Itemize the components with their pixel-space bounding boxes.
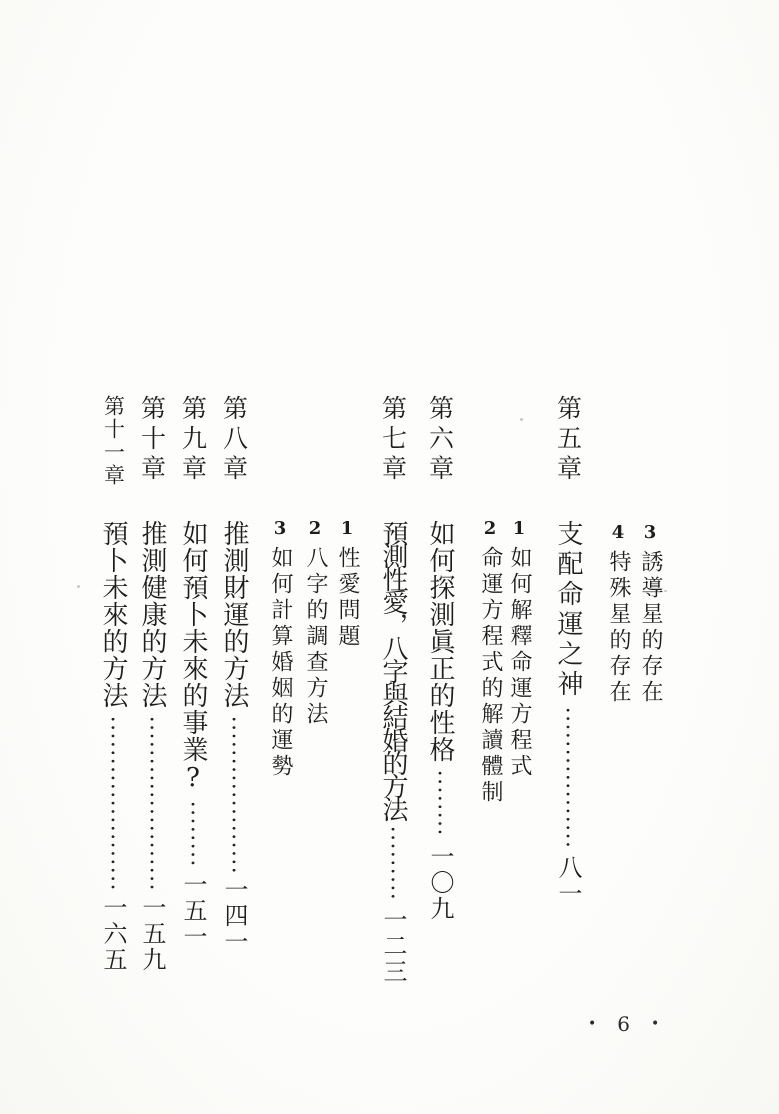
dot-leader [150, 715, 154, 890]
chapter-label: 第五章 [553, 395, 583, 485]
subsection-text: 特殊星的存在 [606, 550, 631, 706]
toc-chapter-5-subsection-2 [476, 520, 504, 806]
toc-carryover-subsection-4 [604, 524, 632, 706]
dot-leader [232, 715, 236, 872]
subsection-number: 1 [340, 518, 354, 539]
dot-leader [191, 800, 195, 867]
chapter-page-number: 一〇九 [426, 844, 454, 922]
chapter-title: 推測健康的方法 [137, 520, 167, 709]
toc-chapter-5 [550, 395, 586, 907]
toc-chapter-10 [134, 395, 170, 973]
subsection-number: 4 [611, 522, 625, 543]
chapter-page-number: 一四一 [220, 877, 248, 955]
dot-leader [438, 769, 442, 839]
chapter-page-number: 一六五 [99, 895, 127, 973]
page-folio [588, 1012, 659, 1036]
chapter-title: 如何預卜未來的事業? [178, 520, 208, 794]
toc-chapter-11 [95, 395, 131, 973]
chapter-page-number: 一五九 [138, 895, 166, 973]
scan-speck [664, 590, 667, 592]
toc-chapter-7-subsection-2 [301, 520, 329, 728]
toc-chapter-8 [216, 395, 252, 955]
toc-chapter-7 [375, 395, 411, 985]
subsection-text: 命運方程式的解讀體制 [478, 546, 503, 806]
subsection-text: 誘導星的存在 [638, 550, 663, 706]
dot-leader [391, 825, 395, 902]
dot-leader [111, 715, 115, 890]
scan-speck [520, 418, 523, 421]
toc-chapter-7-subsection-3 [266, 520, 294, 780]
dot-leader [566, 706, 570, 850]
subsection-text: 八字的調查方法 [303, 546, 328, 728]
toc-chapter-9 [175, 395, 211, 950]
chapter-label: 第六章 [425, 395, 455, 485]
folio-number: 6 [617, 1012, 630, 1036]
chapter-title: 支配命運之神 [553, 520, 583, 700]
toc-chapter-6 [422, 395, 458, 922]
scan-speck [77, 585, 80, 588]
toc-chapter-7-subsection-1 [333, 520, 361, 650]
chapter-title: 推測財運的方法 [219, 520, 249, 709]
chapter-page-number: 八一 [554, 855, 582, 907]
folio-dot-left: • [588, 1016, 597, 1032]
chapter-page-number: 一二三 [379, 907, 407, 985]
chapter-title: 預測性愛，八字與結婚的方法 [378, 520, 408, 819]
toc-chapter-5-subsection-1 [505, 520, 533, 780]
subsection-text: 如何計算婚姻的運勢 [268, 546, 293, 780]
subsection-text: 如何解釋命運方程式 [507, 546, 532, 780]
chapter-label: 第十一章 [101, 395, 126, 487]
chapter-title: 如何探測眞正的性格 [425, 520, 455, 763]
chapter-label: 第七章 [378, 395, 408, 485]
folio-dot-right: • [651, 1016, 660, 1032]
subsection-number: 1 [512, 518, 526, 539]
subsection-text: 性愛問題 [335, 546, 360, 650]
chapter-page-number: 一五一 [179, 872, 207, 950]
chapter-label: 第九章 [178, 395, 208, 485]
chapter-label: 第十章 [137, 395, 167, 485]
subsection-number: 3 [273, 518, 287, 539]
subsection-number: 3 [643, 522, 657, 543]
chapter-label: 第八章 [219, 395, 249, 485]
subsection-number: 2 [483, 518, 497, 539]
subsection-number: 2 [308, 518, 322, 539]
chapter-title: 預卜未來的方法 [98, 520, 128, 709]
toc-carryover-subsection-3 [636, 524, 664, 706]
